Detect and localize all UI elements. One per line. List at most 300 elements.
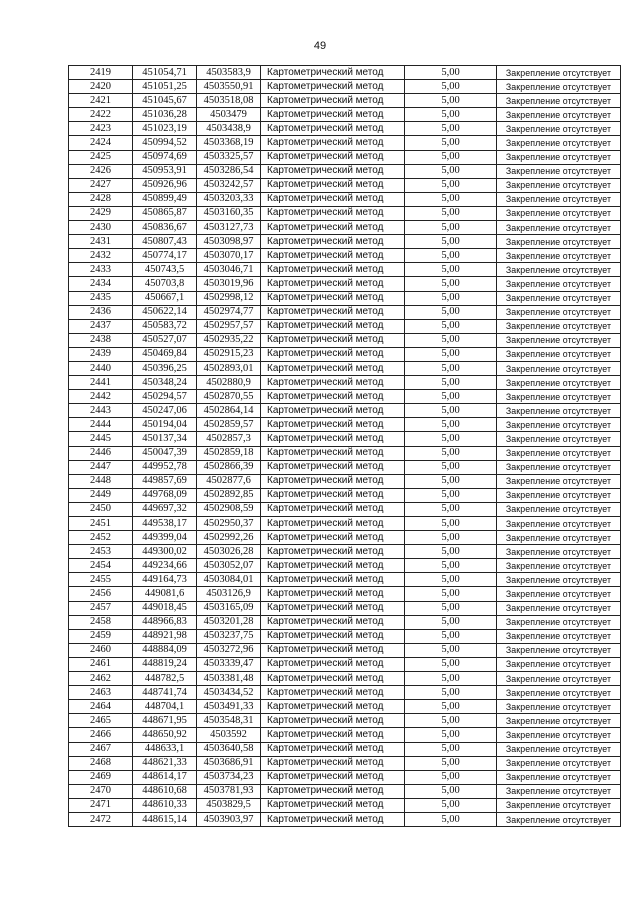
cell-method: Картометрический метод [261,629,405,643]
cell-accuracy: 5,00 [405,531,497,545]
cell-accuracy: 5,00 [405,714,497,728]
table-row [69,305,621,319]
cell-accuracy: 5,00 [405,545,497,559]
table-row [69,122,621,136]
cell-accuracy: 5,00 [405,404,497,418]
table-row [69,770,621,784]
cell-method: Картометрический метод [261,150,405,164]
cell-x: 450247,06 [133,404,197,418]
cell-x: 448741,74 [133,686,197,700]
cell-point: 2421 [69,94,133,108]
cell-method: Картометрический метод [261,686,405,700]
cell-accuracy: 5,00 [405,136,497,150]
cell-y: 4502935,22 [197,333,261,347]
cell-accuracy: 5,00 [405,361,497,375]
cell-method: Картометрический метод [261,108,405,122]
table-row [69,573,621,587]
table-row [69,164,621,178]
cell-point: 2454 [69,559,133,573]
cell-x: 448884,09 [133,643,197,657]
cell-point: 2464 [69,700,133,714]
cell-fixation: Закрепление отсутствует [497,601,621,615]
cell-accuracy: 5,00 [405,798,497,812]
cell-method: Картометрический метод [261,784,405,798]
cell-x: 451054,71 [133,66,197,80]
cell-fixation: Закрепление отсутствует [497,460,621,474]
cell-y: 4503381,48 [197,672,261,686]
cell-method: Картометрический метод [261,474,405,488]
cell-y: 4503550,91 [197,80,261,94]
table-body [69,66,621,827]
cell-fixation: Закрепление отсутствует [497,150,621,164]
cell-method: Картометрический метод [261,657,405,671]
cell-x: 449300,02 [133,545,197,559]
cell-accuracy: 5,00 [405,347,497,361]
cell-point: 2434 [69,277,133,291]
cell-fixation: Закрепление отсутствует [497,192,621,206]
cell-method: Картометрический метод [261,615,405,629]
table-row [69,418,621,432]
table-row [69,150,621,164]
cell-fixation: Закрепление отсутствует [497,573,621,587]
cell-method: Картометрический метод [261,235,405,249]
cell-accuracy: 5,00 [405,672,497,686]
cell-y: 4503339,47 [197,657,261,671]
cell-accuracy: 5,00 [405,108,497,122]
cell-point: 2456 [69,587,133,601]
cell-fixation: Закрепление отсутствует [497,488,621,502]
cell-point: 2424 [69,136,133,150]
cell-point: 2468 [69,756,133,770]
cell-x: 449768,09 [133,488,197,502]
cell-fixation: Закрепление отсутствует [497,432,621,446]
cell-fixation: Закрепление отсутствует [497,686,621,700]
cell-fixation: Закрепление отсутствует [497,531,621,545]
cell-accuracy: 5,00 [405,686,497,700]
cell-y: 4503070,17 [197,249,261,263]
cell-fixation: Закрепление отсутствует [497,164,621,178]
cell-x: 450294,57 [133,390,197,404]
cell-fixation: Закрепление отсутствует [497,700,621,714]
cell-method: Картометрический метод [261,347,405,361]
cell-fixation: Закрепление отсутствует [497,672,621,686]
cell-y: 4502992,26 [197,531,261,545]
cell-point: 2449 [69,488,133,502]
cell-accuracy: 5,00 [405,460,497,474]
cell-y: 4503325,57 [197,150,261,164]
cell-y: 4503491,33 [197,700,261,714]
table-row [69,657,621,671]
cell-point: 2447 [69,460,133,474]
cell-point: 2455 [69,573,133,587]
cell-accuracy: 5,00 [405,66,497,80]
cell-fixation: Закрепление отсутствует [497,657,621,671]
table-row [69,587,621,601]
cell-x: 448966,83 [133,615,197,629]
cell-accuracy: 5,00 [405,657,497,671]
cell-method: Картометрический метод [261,80,405,94]
cell-y: 4503781,93 [197,784,261,798]
cell-x: 450667,1 [133,291,197,305]
cell-fixation: Закрепление отсутствует [497,643,621,657]
cell-fixation: Закрепление отсутствует [497,545,621,559]
table-row [69,756,621,770]
cell-fixation: Закрепление отсутствует [497,517,621,531]
cell-accuracy: 5,00 [405,418,497,432]
table-row [69,643,621,657]
cell-x: 448782,5 [133,672,197,686]
cell-x: 448610,68 [133,784,197,798]
cell-fixation: Закрепление отсутствует [497,249,621,263]
cell-x: 449164,73 [133,573,197,587]
cell-method: Картометрический метод [261,742,405,756]
cell-method: Картометрический метод [261,756,405,770]
cell-y: 4503518,08 [197,94,261,108]
cell-x: 450743,5 [133,263,197,277]
cell-fixation: Закрепление отсутствует [497,291,621,305]
cell-accuracy: 5,00 [405,94,497,108]
cell-accuracy: 5,00 [405,502,497,516]
cell-accuracy: 5,00 [405,122,497,136]
cell-x: 448650,92 [133,728,197,742]
cell-method: Картометрический метод [261,178,405,192]
cell-fixation: Закрепление отсутствует [497,361,621,375]
cell-accuracy: 5,00 [405,488,497,502]
cell-method: Картометрический метод [261,672,405,686]
cell-fixation: Закрепление отсутствует [497,178,621,192]
table-row [69,672,621,686]
cell-fixation: Закрепление отсутствует [497,108,621,122]
cell-fixation: Закрепление отсутствует [497,798,621,812]
cell-y: 4503084,01 [197,573,261,587]
cell-y: 4503160,35 [197,206,261,220]
table-row [69,686,621,700]
cell-point: 2451 [69,517,133,531]
cell-y: 4502877,6 [197,474,261,488]
cell-accuracy: 5,00 [405,221,497,235]
cell-y: 4502870,55 [197,390,261,404]
cell-y: 4503368,19 [197,136,261,150]
cell-point: 2423 [69,122,133,136]
table-row [69,347,621,361]
cell-fixation: Закрепление отсутствует [497,559,621,573]
cell-y: 4503734,23 [197,770,261,784]
table-row [69,108,621,122]
cell-y: 4502866,39 [197,460,261,474]
cell-x: 450047,39 [133,446,197,460]
cell-x: 450703,8 [133,277,197,291]
cell-accuracy: 5,00 [405,249,497,263]
table-row [69,798,621,812]
cell-x: 450137,34 [133,432,197,446]
cell-accuracy: 5,00 [405,756,497,770]
cell-method: Картометрический метод [261,136,405,150]
cell-accuracy: 5,00 [405,559,497,573]
cell-fixation: Закрепление отсутствует [497,502,621,516]
cell-y: 4503640,58 [197,742,261,756]
cell-y: 4503272,96 [197,643,261,657]
table-row [69,432,621,446]
table-row [69,319,621,333]
cell-x: 449399,04 [133,531,197,545]
cell-y: 4503127,73 [197,221,261,235]
cell-method: Картометрический метод [261,206,405,220]
table-row [69,700,621,714]
cell-x: 450583,72 [133,319,197,333]
cell-x: 449081,6 [133,587,197,601]
table-row [69,206,621,220]
cell-x: 448704,1 [133,700,197,714]
cell-accuracy: 5,00 [405,390,497,404]
cell-accuracy: 5,00 [405,784,497,798]
cell-y: 4503434,52 [197,686,261,700]
table-row [69,784,621,798]
cell-point: 2457 [69,601,133,615]
cell-accuracy: 5,00 [405,432,497,446]
table-row [69,531,621,545]
cell-point: 2448 [69,474,133,488]
cell-method: Картометрический метод [261,714,405,728]
cell-accuracy: 5,00 [405,728,497,742]
table-row [69,136,621,150]
cell-accuracy: 5,00 [405,587,497,601]
cell-accuracy: 5,00 [405,164,497,178]
cell-x: 450899,49 [133,192,197,206]
cell-y: 4503237,75 [197,629,261,643]
cell-method: Картометрический метод [261,812,405,826]
cell-method: Картометрический метод [261,249,405,263]
table-row [69,559,621,573]
cell-accuracy: 5,00 [405,474,497,488]
cell-method: Картометрический метод [261,404,405,418]
cell-method: Картометрический метод [261,517,405,531]
cell-point: 2460 [69,643,133,657]
cell-method: Картометрический метод [261,263,405,277]
cell-y: 4502893,01 [197,361,261,375]
cell-y: 4503548,31 [197,714,261,728]
cell-point: 2419 [69,66,133,80]
cell-point: 2443 [69,404,133,418]
cell-method: Картометрический метод [261,333,405,347]
cell-point: 2463 [69,686,133,700]
cell-method: Картометрический метод [261,488,405,502]
cell-y: 4502857,3 [197,432,261,446]
cell-point: 2430 [69,221,133,235]
cell-y: 4503098,97 [197,235,261,249]
cell-point: 2439 [69,347,133,361]
cell-x: 450622,14 [133,305,197,319]
cell-accuracy: 5,00 [405,742,497,756]
cell-y: 4502892,85 [197,488,261,502]
cell-method: Картометрический метод [261,221,405,235]
cell-x: 451023,19 [133,122,197,136]
cell-fixation: Закрепление отсутствует [497,714,621,728]
cell-x: 450865,87 [133,206,197,220]
cell-method: Картометрический метод [261,798,405,812]
cell-y: 4503201,28 [197,615,261,629]
table-row [69,728,621,742]
cell-fixation: Закрепление отсутствует [497,66,621,80]
cell-method: Картометрический метод [261,446,405,460]
cell-y: 4503583,9 [197,66,261,80]
cell-point: 2426 [69,164,133,178]
cell-fixation: Закрепление отсутствует [497,728,621,742]
cell-accuracy: 5,00 [405,700,497,714]
cell-method: Картометрический метод [261,122,405,136]
cell-accuracy: 5,00 [405,235,497,249]
cell-method: Картометрический метод [261,319,405,333]
cell-accuracy: 5,00 [405,305,497,319]
cell-method: Картометрический метод [261,460,405,474]
table-row [69,80,621,94]
cell-method: Картометрический метод [261,376,405,390]
cell-point: 2462 [69,672,133,686]
cell-x: 449538,17 [133,517,197,531]
cell-point: 2420 [69,80,133,94]
cell-method: Картометрический метод [261,601,405,615]
cell-method: Картометрический метод [261,192,405,206]
cell-method: Картометрический метод [261,700,405,714]
table-row [69,263,621,277]
cell-fixation: Закрепление отсутствует [497,390,621,404]
cell-fixation: Закрепление отсутствует [497,136,621,150]
cell-x: 450348,24 [133,376,197,390]
cell-fixation: Закрепление отсутствует [497,812,621,826]
table-row [69,629,621,643]
cell-fixation: Закрепление отсутствует [497,615,621,629]
cell-accuracy: 5,00 [405,319,497,333]
cell-accuracy: 5,00 [405,770,497,784]
cell-y: 4503203,33 [197,192,261,206]
cell-fixation: Закрепление отсутствует [497,770,621,784]
cell-y: 4503026,28 [197,545,261,559]
cell-x: 450994,52 [133,136,197,150]
cell-point: 2436 [69,305,133,319]
cell-x: 450807,43 [133,235,197,249]
cell-y: 4502880,9 [197,376,261,390]
cell-accuracy: 5,00 [405,601,497,615]
cell-y: 4502950,37 [197,517,261,531]
cell-accuracy: 5,00 [405,517,497,531]
table-row [69,615,621,629]
cell-y: 4503592 [197,728,261,742]
cell-point: 2425 [69,150,133,164]
cell-fixation: Закрепление отсутствует [497,277,621,291]
cell-method: Картометрический метод [261,432,405,446]
cell-y: 4503046,71 [197,263,261,277]
cell-accuracy: 5,00 [405,333,497,347]
cell-point: 2452 [69,531,133,545]
cell-fixation: Закрепление отсутствует [497,446,621,460]
cell-accuracy: 5,00 [405,206,497,220]
table-row [69,601,621,615]
cell-point: 2427 [69,178,133,192]
cell-method: Картометрический метод [261,291,405,305]
table-row [69,333,621,347]
table-row [69,812,621,826]
cell-method: Картометрический метод [261,66,405,80]
cell-y: 4503165,09 [197,601,261,615]
cell-point: 2440 [69,361,133,375]
cell-method: Картометрический метод [261,361,405,375]
cell-x: 449234,66 [133,559,197,573]
table-row [69,361,621,375]
cell-fixation: Закрепление отсутствует [497,206,621,220]
cell-y: 4502974,77 [197,305,261,319]
cell-x: 450953,91 [133,164,197,178]
cell-fixation: Закрепление отсутствует [497,305,621,319]
cell-y: 4502859,18 [197,446,261,460]
cell-fixation: Закрепление отсутствует [497,587,621,601]
page-number: 49 [313,40,327,52]
cell-accuracy: 5,00 [405,178,497,192]
cell-accuracy: 5,00 [405,446,497,460]
cell-point: 2446 [69,446,133,460]
cell-method: Картометрический метод [261,390,405,404]
cell-x: 450926,96 [133,178,197,192]
cell-method: Картометрический метод [261,305,405,319]
cell-point: 2466 [69,728,133,742]
cell-accuracy: 5,00 [405,192,497,206]
cell-accuracy: 5,00 [405,150,497,164]
table-row [69,94,621,108]
cell-method: Картометрический метод [261,545,405,559]
cell-y: 4502915,23 [197,347,261,361]
cell-x: 450469,84 [133,347,197,361]
cell-y: 4502908,59 [197,502,261,516]
table-row [69,502,621,516]
cell-accuracy: 5,00 [405,812,497,826]
cell-x: 448614,17 [133,770,197,784]
cell-accuracy: 5,00 [405,291,497,305]
cell-point: 2433 [69,263,133,277]
cell-accuracy: 5,00 [405,376,497,390]
cell-accuracy: 5,00 [405,643,497,657]
cell-point: 2453 [69,545,133,559]
cell-x: 450774,17 [133,249,197,263]
cell-fixation: Закрепление отсутствует [497,629,621,643]
cell-y: 4502998,12 [197,291,261,305]
cell-y: 4502864,14 [197,404,261,418]
cell-fixation: Закрепление отсутствует [497,122,621,136]
cell-x: 450396,25 [133,361,197,375]
table-row [69,460,621,474]
cell-x: 450527,07 [133,333,197,347]
cell-accuracy: 5,00 [405,80,497,94]
cell-x: 448671,95 [133,714,197,728]
cell-method: Картометрический метод [261,531,405,545]
cell-x: 451051,25 [133,80,197,94]
cell-method: Картометрический метод [261,164,405,178]
cell-point: 2469 [69,770,133,784]
table-row [69,192,621,206]
table-row [69,221,621,235]
cell-point: 2465 [69,714,133,728]
table-row [69,235,621,249]
cell-fixation: Закрепление отсутствует [497,333,621,347]
cell-point: 2432 [69,249,133,263]
cell-point: 2471 [69,798,133,812]
cell-point: 2461 [69,657,133,671]
table-row [69,66,621,80]
cell-point: 2467 [69,742,133,756]
cell-y: 4503242,57 [197,178,261,192]
cell-y: 4502957,57 [197,319,261,333]
table-row [69,474,621,488]
cell-x: 450836,67 [133,221,197,235]
cell-x: 451036,28 [133,108,197,122]
cell-y: 4503438,9 [197,122,261,136]
